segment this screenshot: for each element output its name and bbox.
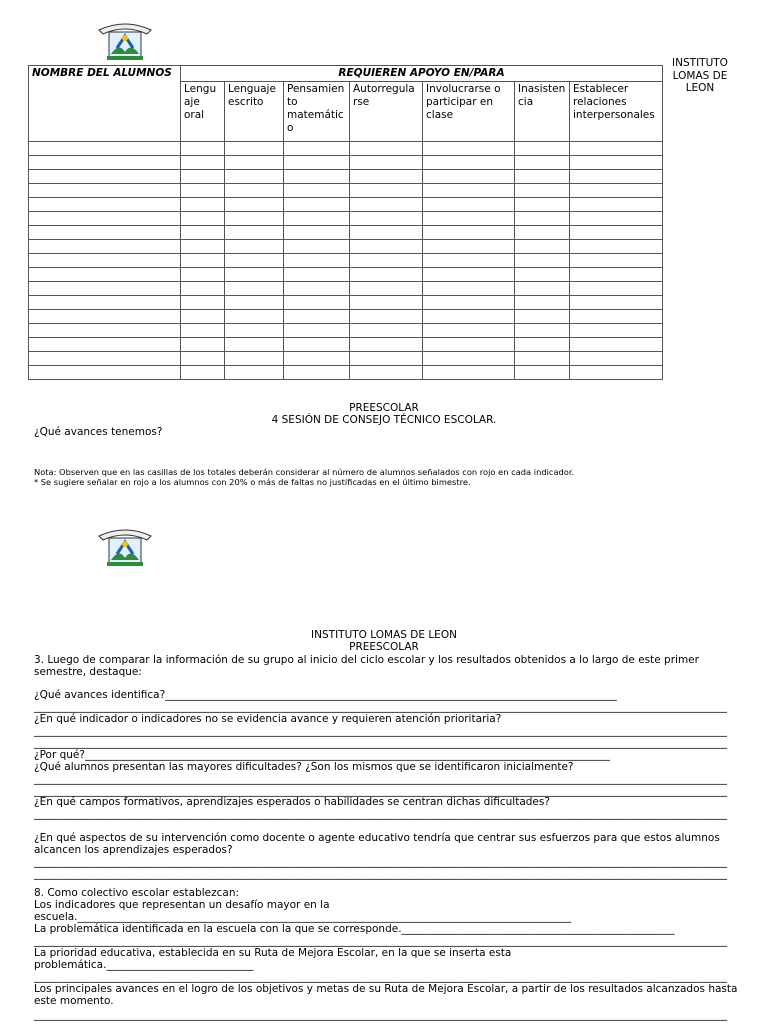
indicator-cell[interactable] (181, 268, 225, 282)
indicator-cell[interactable] (515, 282, 570, 296)
indicator-cell[interactable] (423, 156, 515, 170)
indicator-cell[interactable] (225, 324, 284, 338)
student-name-cell[interactable] (29, 184, 181, 198)
indicator-cell[interactable] (284, 142, 350, 156)
q8-avances-2: este momento. (34, 995, 114, 1007)
indicator-cell[interactable] (350, 366, 423, 380)
indicator-cell[interactable] (284, 212, 350, 226)
indicator-cell[interactable] (225, 226, 284, 240)
q-intervencion-1: ¿En qué aspectos de su intervención como docente o agente educativo tendría que centrar sus esfuerzos para que estos alumnos (34, 832, 720, 844)
indicator-cell[interactable] (284, 156, 350, 170)
indicator-cell[interactable] (225, 310, 284, 324)
indicator-cell[interactable] (515, 184, 570, 198)
indicator-cell[interactable] (225, 212, 284, 226)
student-name-cell[interactable] (29, 156, 181, 170)
col-pensamiento-matematico: Pensamien to matemátic o (284, 82, 350, 142)
indicator-cell[interactable] (570, 226, 663, 240)
indicator-cell[interactable] (570, 254, 663, 268)
student-name-cell[interactable] (29, 240, 181, 254)
indicator-cell[interactable] (515, 268, 570, 282)
indicator-cell[interactable] (350, 296, 423, 310)
answer-line: ____________________________________________________________________________________________________________________________________ (34, 737, 727, 749)
indicator-cell[interactable] (570, 212, 663, 226)
student-name-cell[interactable] (29, 198, 181, 212)
answer-line: ____________________________________________________________________________________________________________________________________ (34, 725, 727, 737)
table-row (29, 212, 663, 226)
indicator-cell[interactable] (423, 142, 515, 156)
col-autorregularse: Autorregula rse (350, 82, 423, 142)
q-porque: ¿Por qué?____________________________________________________________________________________________________ (34, 749, 610, 761)
indicator-cell[interactable] (570, 142, 663, 156)
students-support-table (28, 65, 663, 380)
answer-line: ____________________________________________________________________________________________________________________________________ (34, 935, 727, 947)
indicator-cell[interactable] (570, 240, 663, 254)
indicator-cell[interactable] (423, 254, 515, 268)
table-row (29, 184, 663, 198)
table-row (29, 170, 663, 184)
col-lenguaje-escrito: Lenguaje escrito (225, 82, 284, 142)
indicator-cell[interactable] (284, 338, 350, 352)
indicator-cell[interactable] (350, 156, 423, 170)
indicator-cell[interactable] (181, 296, 225, 310)
indicator-cell[interactable] (423, 212, 515, 226)
table-row (29, 352, 663, 366)
table-row (29, 366, 663, 380)
answer-line: ____________________________________________________________________________________________________________________________________ (34, 773, 727, 785)
indicator-cell[interactable] (284, 352, 350, 366)
table-row (29, 310, 663, 324)
indicator-cell[interactable] (181, 352, 225, 366)
indicator-cell[interactable] (570, 338, 663, 352)
indicator-cell[interactable] (515, 226, 570, 240)
indicator-cell[interactable] (350, 352, 423, 366)
q-intervencion-2: alcancen los aprendizajes esperados? (34, 844, 233, 856)
q8-prioridad-1: La prioridad educativa, establecida en su Ruta de Mejora Escolar, en la que se inserta esta (34, 947, 512, 959)
indicator-cell[interactable] (225, 268, 284, 282)
indicator-cell[interactable] (350, 170, 423, 184)
session-label: 4 SESIÓN DE CONSEJO TÉCNICO ESCOLAR. (271, 414, 497, 426)
student-name-cell[interactable] (29, 310, 181, 324)
indicator-cell[interactable] (570, 156, 663, 170)
indicator-cell[interactable] (423, 310, 515, 324)
student-name-cell[interactable] (29, 282, 181, 296)
indicator-cell[interactable] (181, 184, 225, 198)
indicator-cell[interactable] (515, 366, 570, 380)
indicator-cell[interactable] (284, 268, 350, 282)
indicator-cell[interactable] (225, 338, 284, 352)
page2-institute: INSTITUTO LOMAS DE LEON (311, 629, 457, 641)
avances-question: ¿Qué avances tenemos? (34, 426, 163, 438)
student-name-cell[interactable] (29, 254, 181, 268)
table-row (29, 156, 663, 170)
indicator-cell[interactable] (570, 184, 663, 198)
indicator-cell[interactable] (515, 338, 570, 352)
indicator-cell[interactable] (181, 142, 225, 156)
table-row (29, 226, 663, 240)
indicator-cell[interactable] (181, 198, 225, 212)
indicator-cell[interactable] (284, 366, 350, 380)
note-line-1: Nota: Observen que en las casillas de los totales deberán considerar al número de alumnos señalados con rojo en cada indicador. (34, 467, 575, 477)
indicator-cell[interactable] (350, 282, 423, 296)
indicator-cell[interactable] (570, 310, 663, 324)
indicator-cell[interactable] (350, 268, 423, 282)
answer-line: ____________________________________________________________________________________________________________________________________ (34, 1009, 727, 1021)
indicator-cell[interactable] (423, 282, 515, 296)
student-name-cell[interactable] (29, 170, 181, 184)
support-header: REQUIEREN APOYO EN/PARA (181, 66, 663, 82)
indicator-cell[interactable] (515, 198, 570, 212)
indicator-cell[interactable] (181, 282, 225, 296)
q8-avances-1: Los principales avances en el logro de los objetivos y metas de su Ruta de Mejora Escolar, a partir de los resultados alcanzados hasta (34, 983, 738, 995)
table-row (29, 268, 663, 282)
indicator-cell[interactable] (515, 324, 570, 338)
indicator-cell[interactable] (350, 212, 423, 226)
indicator-cell[interactable] (515, 296, 570, 310)
indicator-cell[interactable] (515, 142, 570, 156)
indicator-cell[interactable] (181, 240, 225, 254)
q8-problematica: La problemática identificada en la escuela con la que se corresponde.____________________________________________________ (34, 923, 675, 935)
answer-line: ____________________________________________________________________________________________________________________________________ (34, 808, 727, 820)
indicator-cell[interactable] (570, 282, 663, 296)
answer-line: ____________________________________________________________________________________________________________________________________ (34, 856, 727, 868)
school-crest-icon (95, 524, 155, 568)
q3-line-2: semestre, destaque: (34, 666, 142, 678)
indicator-cell[interactable] (515, 156, 570, 170)
indicator-cell[interactable] (423, 226, 515, 240)
q8-indicadores-1: Los indicadores que representan un desafío mayor en la (34, 899, 330, 911)
table-row (29, 282, 663, 296)
col-relaciones: Establecer relaciones interpersonales (570, 82, 663, 142)
col-inasistencia: Inasisten cia (515, 82, 570, 142)
table-row (29, 198, 663, 212)
indicator-cell[interactable] (515, 310, 570, 324)
indicator-cell[interactable] (423, 184, 515, 198)
indicator-cell[interactable] (423, 324, 515, 338)
table-row (29, 254, 663, 268)
table-row (29, 240, 663, 254)
indicator-cell[interactable] (284, 226, 350, 240)
indicator-cell[interactable] (181, 324, 225, 338)
indicator-cell[interactable] (350, 324, 423, 338)
q-alumnos: ¿Qué alumnos presentan las mayores dificultades? ¿Son los mismos que se identificaron inicialmente? (34, 761, 574, 773)
q-campos: ¿En qué campos formativos, aprendizajes esperados o habilidades se centran dichas dificultades? (34, 796, 550, 808)
indicator-cell[interactable] (515, 240, 570, 254)
q8-title: 8. Como colectivo escolar establezcan: (34, 887, 240, 899)
student-name-cell[interactable] (29, 352, 181, 366)
indicator-cell[interactable] (284, 254, 350, 268)
indicator-cell[interactable] (515, 254, 570, 268)
col-involucrarse: Involucrarse o participar en clase (423, 82, 515, 142)
indicator-cell[interactable] (515, 170, 570, 184)
indicator-cell[interactable] (225, 254, 284, 268)
indicator-cell[interactable] (423, 296, 515, 310)
indicator-cell[interactable] (225, 156, 284, 170)
indicator-cell[interactable] (284, 324, 350, 338)
indicator-cell[interactable] (225, 296, 284, 310)
name-column-header: NOMBRE DEL ALUMNOS (29, 66, 181, 142)
answer-line: ____________________________________________________________________________________________________________________________________ (34, 785, 727, 797)
indicator-cell[interactable] (181, 310, 225, 324)
indicator-cell[interactable] (570, 352, 663, 366)
indicator-cell[interactable] (181, 212, 225, 226)
indicator-cell[interactable] (350, 254, 423, 268)
school-crest-icon (95, 18, 155, 62)
q8-indicadores-2: escuela.______________________________________________________________________________________________ (34, 911, 572, 923)
indicator-cell[interactable] (284, 296, 350, 310)
indicator-cell[interactable] (570, 268, 663, 282)
indicator-cell[interactable] (350, 198, 423, 212)
indicator-cell[interactable] (570, 170, 663, 184)
indicator-cell[interactable] (284, 184, 350, 198)
indicator-cell[interactable] (225, 198, 284, 212)
indicator-cell[interactable] (350, 226, 423, 240)
indicator-cell[interactable] (225, 366, 284, 380)
student-name-cell[interactable] (29, 338, 181, 352)
indicator-cell[interactable] (423, 240, 515, 254)
indicator-cell[interactable] (350, 184, 423, 198)
answer-line: ____________________________________________________________________________________________________________________________________ (34, 971, 727, 983)
indicator-cell[interactable] (284, 198, 350, 212)
indicator-cell[interactable] (181, 156, 225, 170)
indicator-cell[interactable] (350, 142, 423, 156)
indicator-cell[interactable] (570, 366, 663, 380)
indicator-cell[interactable] (515, 352, 570, 366)
q8-prioridad-2: problemática.____________________________ (34, 959, 254, 971)
q3-line-1: 3. Luego de comparar la información de su grupo al inicio del ciclo escolar y los resultados obtenidos a lo largo de este primer (34, 654, 699, 666)
indicator-cell[interactable] (225, 240, 284, 254)
indicator-cell[interactable] (284, 310, 350, 324)
student-name-cell[interactable] (29, 268, 181, 282)
indicator-cell[interactable] (423, 268, 515, 282)
indicator-cell[interactable] (350, 338, 423, 352)
table-row (29, 142, 663, 156)
student-name-cell[interactable] (29, 226, 181, 240)
student-name-cell[interactable] (29, 296, 181, 310)
q-indicador: ¿En qué indicador o indicadores no se evidencia avance y requieren atención prioritaria? (34, 713, 502, 725)
student-name-cell[interactable] (29, 324, 181, 338)
indicator-cell[interactable] (284, 240, 350, 254)
indicator-cell[interactable] (181, 366, 225, 380)
indicator-cell[interactable] (350, 240, 423, 254)
indicator-cell[interactable] (423, 366, 515, 380)
col-lenguaje-oral: Lengu aje oral (181, 82, 225, 142)
q-avances: ¿Qué avances identifica?______________________________________________________________________________________ (34, 689, 617, 701)
indicator-cell[interactable] (515, 212, 570, 226)
indicator-cell[interactable] (570, 198, 663, 212)
indicator-cell[interactable] (350, 310, 423, 324)
answer-line: ____________________________________________________________________________________________________________________________________ (34, 868, 727, 880)
indicator-cell[interactable] (423, 352, 515, 366)
indicator-cell[interactable] (284, 282, 350, 296)
level-label: PREESCOLAR (349, 402, 419, 414)
indicator-cell[interactable] (225, 352, 284, 366)
student-name-cell[interactable] (29, 366, 181, 380)
indicator-cell[interactable] (570, 324, 663, 338)
student-name-cell[interactable] (29, 212, 181, 226)
table-row (29, 338, 663, 352)
indicator-cell[interactable] (181, 170, 225, 184)
indicator-cell[interactable] (225, 142, 284, 156)
indicator-cell[interactable] (284, 170, 350, 184)
table-row (29, 296, 663, 310)
institute-name: INSTITUTO LOMAS DE LEON (672, 57, 728, 94)
indicator-cell[interactable] (225, 282, 284, 296)
indicator-cell[interactable] (225, 170, 284, 184)
answer-line: ____________________________________________________________________________________________________________________________________ (34, 701, 727, 713)
page2-level: PREESCOLAR (349, 641, 419, 653)
indicator-cell[interactable] (181, 254, 225, 268)
indicator-cell[interactable] (181, 226, 225, 240)
indicator-cell[interactable] (423, 170, 515, 184)
indicator-cell[interactable] (423, 338, 515, 352)
indicator-cell[interactable] (181, 338, 225, 352)
indicator-cell[interactable] (423, 198, 515, 212)
indicator-cell[interactable] (225, 184, 284, 198)
student-name-cell[interactable] (29, 142, 181, 156)
table-row (29, 324, 663, 338)
indicator-cell[interactable] (570, 296, 663, 310)
note-line-2: * Se sugiere señalar en rojo a los alumnos con 20% o más de faltas no justificadas en el último bimestre. (34, 477, 471, 487)
